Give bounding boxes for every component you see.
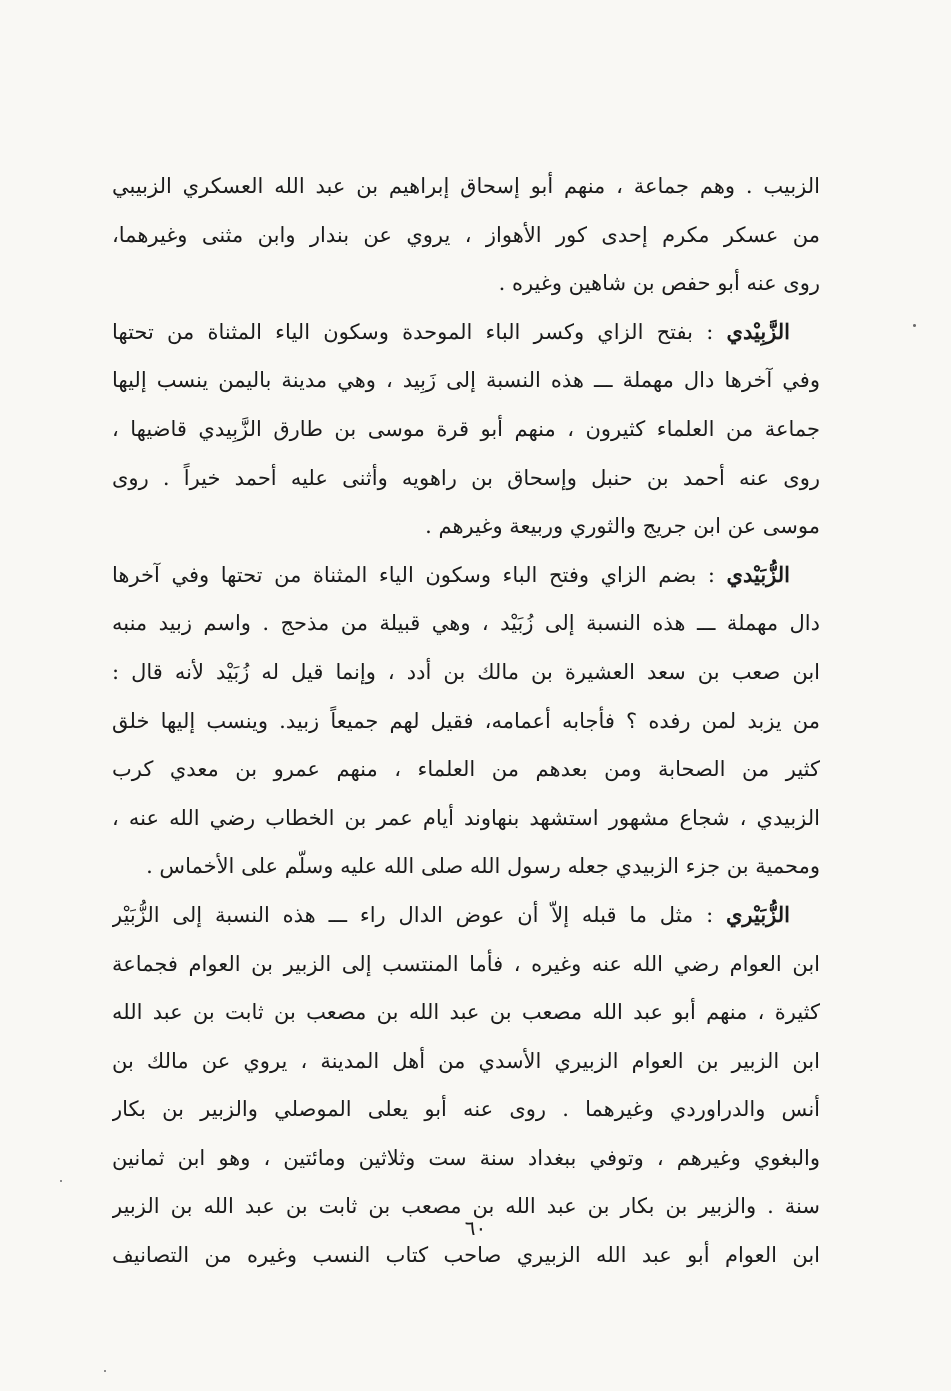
text-line: كثير من الصحابة ومن بعدهم من العلماء ، منهم عمرو بن معدي كرب	[112, 757, 820, 782]
text-line: موسى عن ابن جريج والثوري وربيعة وغيرهم .	[425, 514, 820, 539]
scan-speck	[913, 324, 916, 327]
entry-headword: الزُّبَيْدي	[726, 561, 790, 587]
text-line: الزبيدي ، شجاع مشهور استشهد بنهاوند أيام عمر بن الخطاب رضي الله عنه ،	[112, 805, 820, 830]
text-line: كثيرة ، منهم أبو عبد الله مصعب بن عبد الله بن مصعب بن ثابت بن عبد الله	[112, 1000, 820, 1025]
entry-first-line	[112, 891, 820, 940]
text-line: الزبيب . وهم جماعة ، منهم أبو إسحاق إبراهيم بن عبد الله العسكري الزبيبي	[112, 174, 820, 198]
entry-headword: الزُّبَيْري	[725, 901, 790, 927]
entry-definition: : بضم الزاي وفتح الباء وسكون الياء المثناة من تحتها وفي آخرها	[112, 562, 727, 587]
text-line: ابن العوام أبو عبد الله الزبيري صاحب كتاب النسب وغيره من التصانيف	[112, 1243, 820, 1268]
entry-first-line	[112, 308, 820, 357]
entry-headword: الزَّبِيْدي	[726, 318, 790, 344]
entry-definition: : بفتح الزاي وكسر الباء الموحدة وسكون الياء المثناة من تحتها	[112, 319, 727, 344]
text-line: ابن صعب بن سعد العشيرة بن مالك بن أدد ، وإنما قيل له زُبَيْد لأنه قال :	[112, 659, 820, 684]
text-line: جماعة من العلماء كثيرون ، منهم أبو قرة موسى بن طارق الزَّبِيدي قاضيها ،	[112, 416, 820, 441]
text-line: وفي آخرها دال مهملة ـــ هذه النسبة إلى زَبِيد ، وهي مدينة باليمن ينسب إليها	[112, 368, 820, 393]
text-line: من عسكر مكرم إحدى كور الأهواز ، يروي عن بندار وابن مثنى وغيرهما،	[112, 222, 820, 247]
page-body-text	[112, 162, 820, 1280]
text-line: ابن الزبير بن العوام الزبيري الأسدي من أهل المدينة ، يروي عن مالك بن	[112, 1048, 820, 1073]
text-line: ومحمية بن جزء الزبيدي جعله رسول الله صلى الله عليه وسلّم على الأخماس .	[146, 854, 820, 879]
scan-speck	[104, 1370, 106, 1372]
text-line: أنس والدراوردي وغيرهما . روى عنه أبو يعلى الموصلي والزبير بن بكار	[112, 1097, 820, 1122]
scan-speck	[60, 1180, 62, 1182]
text-line: روى عنه أبو حفص بن شاهين وغيره .	[498, 271, 820, 296]
entry-definition: : مثل ما قبله إلاّ أن عوض الدال راء ـــ هذه النسبة إلى الزُّبَيْر	[112, 902, 726, 927]
text-line: ابن العوام رضي الله عنه وغيره ، فأما المنتسب إلى الزبير بن العوام فجماعة	[112, 951, 820, 976]
text-line: روى عنه أحمد بن حنبل وإسحاق بن راهويه وأثنى عليه أحمد خيراً . روى	[112, 465, 820, 490]
text-line: والبغوي وغيرهم ، وتوفي ببغداد سنة ست وثلاثين ومائتين ، وهو ابن ثمانين	[112, 1145, 820, 1170]
text-line: دال مهملة ـــ هذه النسبة إلى زُبَيْد ، وهي قبيلة من مذحج . واسم زبيد منبه	[112, 611, 820, 636]
page-number: ٦٠	[464, 1216, 487, 1240]
text-line: سنة . والزبير بن بكار بن عبد الله بن مصعب بن ثابت بن عبد الله بن الزبير	[112, 1194, 820, 1219]
entry-first-line	[112, 551, 820, 600]
text-line: من يزبد لمن رفده ؟ فأجابه أعمامه، فقيل لهم جميعاً زبيد. وينسب إليها خلق	[112, 708, 820, 733]
